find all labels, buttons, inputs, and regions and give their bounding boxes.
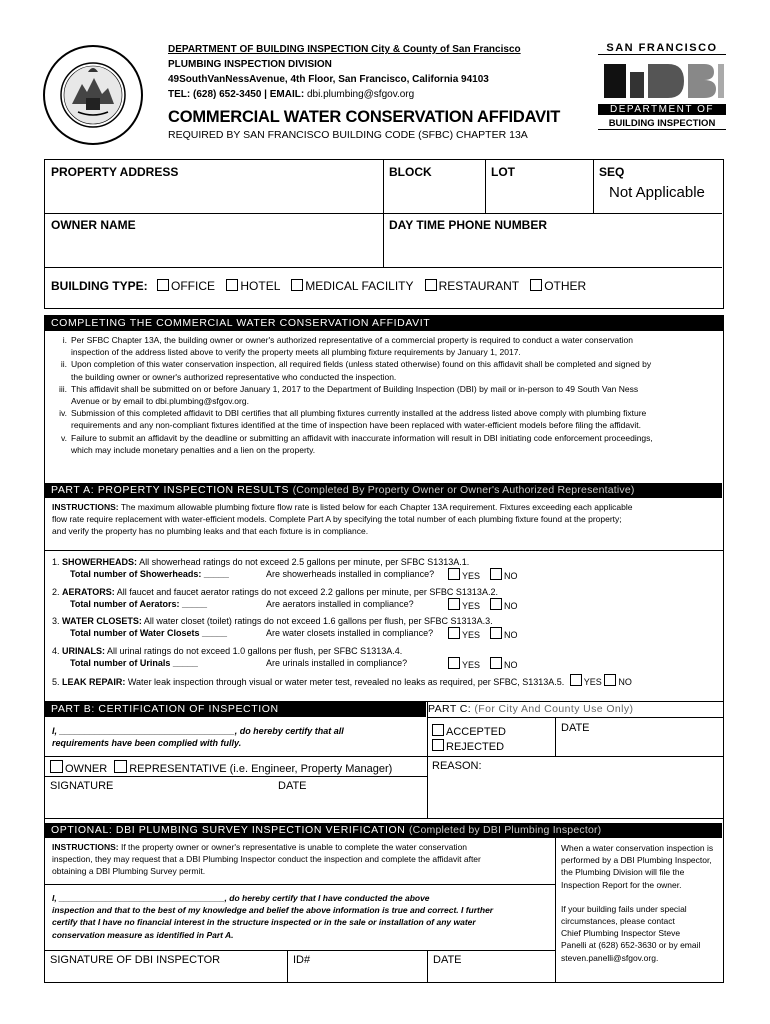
rejected-option[interactable]: REJECTED [432,739,504,753]
water-closets-total[interactable]: Total number of Water Closets _____ [70,628,228,638]
division-line: PLUMBING INSPECTION DIVISION [168,59,332,70]
email-link[interactable]: dbi.plumbing@sfgov.org [306,89,415,100]
part-b-certification: I, ___________________________________, do hereby certify that all requirements have been complied with fully. [52,726,344,748]
type-hotel[interactable]: HOTEL [226,279,280,293]
part-b-header: PART B: CERTIFICATION OF INSPECTION [45,702,426,717]
part-c-date-label: DATE [561,722,590,734]
water-closets-yes[interactable]: YES [448,627,480,641]
fixture-leak-repair: 5. LEAK REPAIR: Water leak inspection through visual or water meter test, revealed no leaks as required, per SFBC, S1313A.5. YES NO [52,674,722,688]
block-label: BLOCK [389,165,432,179]
water-closets-no[interactable]: NO [490,627,518,641]
aerators-no[interactable]: NO [490,598,518,612]
part-c-header: PART C: (For City And County Use Only) [428,703,634,715]
lot-label: LOT [491,165,515,179]
reason-label: REASON: [432,760,482,772]
fixture-urinals: 4. URINALS: All urinal ratings do not exceed 1.0 gallons per flush, per SFBC S1313A.4. Total number of Urinals _____ Are urinals installed in compliance? YES NO [52,645,518,670]
list-item: ii. Upon completion of this water conservation inspection, all required fields (unless stated otherwise) found on this affidavit shall be completed and signed by the building owner or owner's authorized representative who conducted the inspection. [60,359,652,382]
panelli-email[interactable]: steven.panelli@sfgov.org. [561,952,659,963]
tel-label: TEL: (628) 652-3450 | EMAIL: [168,89,305,100]
dbi-logo [598,42,726,132]
optional-side-note: When a water conservation inspection is performed by a DBI Plumbing Inspector, the Plumbing Division will file the Inspection Report for the owner. If your building fails under special circumstances, please contact Chief Plumbing Inspector Steve Panelli at (628) 652-3630 or by email steven.panelli@sfgov.org. [561,842,721,964]
aerators-total[interactable]: Total number of Aerators: _____ [70,598,208,609]
optional-header: OPTIONAL: DBI PLUMBING SURVEY INSPECTION VERIFICATION (Completed by DBI Plumbing Inspector) [45,823,722,838]
leak-yes[interactable]: YES [570,677,602,687]
type-restaurant[interactable]: RESTAURANT [425,279,519,293]
inspector-id-label: ID# [293,954,311,966]
urinals-total[interactable]: Total number of Urinals _____ [70,657,198,668]
part-a-header: PART A: PROPERTY INSPECTION RESULTS (Completed By Property Owner or Owner's Authorized Representative) [45,483,722,498]
list-item: iv. Submission of this completed affidavit to DBI certifies that all plumbing fixtures currently installed at the address listed above comply with plumbing fixture requirements and any non-compliant fixtures identified at the time of inspection have been replaced with water-efficient models before filing the affidavit. [59,408,647,431]
list-item: v. Failure to submit an affidavit by the deadline or submitting an affidavit with inaccurate information will result in DBI initiating code enforcement proceedings, which may include monetary penalties and a lien on the property. [61,432,653,455]
fixture-water-closets: 3. WATER CLOSETS: All water closet (toilet) ratings do not exceed 1.6 gallons per flush, per SFBC S1313A.3. Total number of Water Closets _____ Are water closets installed in compliance? YES NO [52,616,518,640]
representative-option[interactable]: REPRESENTATIVE (i.e. Engineer, Property Manager) [114,763,392,775]
building-type-label: BUILDING TYPE: [51,279,148,293]
fixtures-list [52,556,722,688]
address-line: 49SouthVanNessAvenue, 4th Floor, San Francisco, California 94103 [168,74,489,85]
type-other[interactable]: OTHER [530,279,586,293]
form-title: COMMERCIAL WATER CONSERVATION AFFIDAVIT [168,108,561,126]
logo-mid-text: DEPARTMENT OF [598,104,726,115]
list-item: i. Per SFBC Chapter 13A, the building owner or owner's authorized representative of a commercial property is required to conduct a water conservation inspection of the address listed above to verify the property meets all plumbing fixture requirements by January 1, 2017. [62,335,633,358]
checkbox[interactable] [157,279,169,291]
logo-top-text: SAN FRANCISCO [598,42,726,55]
checkbox[interactable] [425,279,437,291]
completing-header: COMPLETING THE COMMERCIAL WATER CONSERVATION AFFIDAVIT [45,316,723,331]
urinals-yes[interactable]: YES [448,657,480,671]
part-b-signature-label: SIGNATURE [50,780,114,792]
list-item: iii. This affidavit shall be submitted on or before January 1, 2017 to the Department of Building Inspection (DBI) by mail or in-person to 49 South Van Ness Avenue or by email to dbi.plumbing@sfgov.org. [58,383,639,407]
owner-name-label: OWNER NAME [51,218,136,232]
showerheads-yes[interactable]: YES [448,568,480,582]
optional-instructions: INSTRUCTIONS: If the property owner or owner's representative is unable to complete the water conservation inspection, they may request that a DBI Plumbing Inspector conduct the inspection and complete the affidavit after obtaining a DBI Plumbing Survey permit. [52,842,481,877]
showerheads-total[interactable]: Total number of Showerheads: _____ [70,569,229,579]
logo-bottom-text: BUILDING INSPECTION [598,118,726,130]
form-subtitle: REQUIRED BY SAN FRANCISCO BUILDING CODE (SFBC) CHAPTER 13A [168,129,528,141]
aerators-yes[interactable]: YES [448,598,480,612]
checkbox[interactable] [530,279,542,291]
type-medical[interactable]: MEDICAL FACILITY [291,279,413,293]
inspector-signature-label: SIGNATURE OF DBI INSPECTOR [50,954,221,966]
part-b-date-label: DATE [278,780,307,792]
urinals-no[interactable]: NO [490,657,518,671]
property-address-label: PROPERTY ADDRESS [51,165,179,179]
contact-line [168,89,414,100]
seq-label: SEQ [599,165,625,179]
completing-list [45,331,723,456]
seq-value[interactable]: Not Applicable [609,184,705,201]
showerheads-no[interactable]: NO [490,568,518,582]
fixture-aerators: 2. AERATORS: All faucet and faucet aerator ratings do not exceed 2.2 gallons per minute, per SFBC S1313A.2. Total number of Aerators: _____ Are aerators installed in compliance? YES NO [52,586,518,611]
owner-option[interactable]: OWNER [50,763,107,775]
part-b-role-row [50,760,392,775]
accepted-option[interactable]: ACCEPTED [432,724,506,738]
city-seal [42,44,144,146]
logo-graphic [598,60,726,100]
building-type-row [51,279,586,293]
part-a-instructions: INSTRUCTIONS: The maximum allowable plumbing fixture flow rate is listed below for each Chapter 13A requirement. Fixtures exceeding each applicable flow rate require replacement with water-efficient models. Complete Part A by specifying the total number of each plumbing fixture found at the property; and verify the property has no plumbing leaks and that each fixture is in compliance. [52,502,633,537]
checkbox[interactable] [291,279,303,291]
inspector-date-label: DATE [433,954,462,966]
phone-label: DAY TIME PHONE NUMBER [389,218,548,232]
fixture-showerheads: 1. SHOWERHEADS: All showerhead ratings do not exceed 2.5 gallons per minute, per SFBC S1313A.1. Total number of Showerheads: _____ Are showerheads installed in compliance? YES NO [52,557,518,581]
leak-no[interactable]: NO [604,677,632,687]
property-section [44,159,724,309]
type-office[interactable]: OFFICE [157,279,215,293]
optional-certification: I, ___________________________________, do hereby certify that I have conducted the above inspection and that to the best of my knowledge and belief the above information is true and correct. I further certify that I have no financial interest in the structure inspected or in the sale or installation of any water conservation measure as identified in Part A. [52,893,494,940]
checkbox[interactable] [226,279,238,291]
dept-line: DEPARTMENT OF BUILDING INSPECTION City & County of San Francisco [168,44,521,55]
